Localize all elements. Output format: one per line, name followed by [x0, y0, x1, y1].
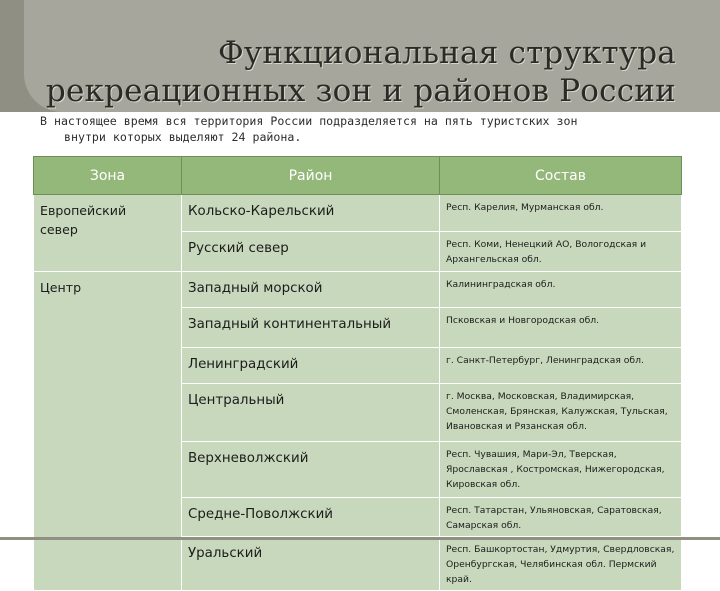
- composition-cell: Респ. Татарстан, Ульяновская, Саратовская, Самарская обл.: [440, 498, 682, 537]
- zone-cell: [34, 195, 182, 272]
- title-line-2: рекреационных зон и районов России: [45, 73, 676, 109]
- composition-cell: Псковская и Новгородская обл.: [440, 308, 682, 348]
- table-header-row: [34, 157, 682, 195]
- zone-cell: [34, 272, 182, 591]
- table-row: [34, 272, 682, 308]
- table-row: [34, 195, 682, 232]
- composition-cell: Респ. Коми, Ненецкий АО, Вологодская и Архангельская обл.: [440, 232, 682, 272]
- intro-line-2: внутри которых выделяют 24 района.: [64, 130, 302, 144]
- zone-label: север: [40, 222, 78, 237]
- composition-cell: Респ. Башкортостан, Удмуртия, Свердловская, Оренбургская, Челябинская обл. Пермский край.: [440, 537, 682, 591]
- slide-title: [46, 34, 676, 110]
- intro-line-1: В настоящее время вся территория России подразделяется на пять туристских зон: [40, 114, 578, 128]
- district-cell: Русский север: [182, 232, 440, 272]
- composition-cell: Калининградская обл.: [440, 272, 682, 308]
- district-cell: Центральный: [182, 384, 440, 442]
- header-district: Район: [182, 157, 440, 195]
- district-cell: Уральский: [182, 537, 440, 591]
- district-cell: Ленинградский: [182, 348, 440, 384]
- district-cell: Западный континентальный: [182, 308, 440, 348]
- header-composition: Состав: [440, 157, 682, 195]
- zones-table: [33, 156, 682, 591]
- district-cell: Кольско-Карельский: [182, 195, 440, 232]
- district-cell: Западный морской: [182, 272, 440, 308]
- district-cell: Средне-Поволжский: [182, 498, 440, 537]
- composition-cell: г. Москва, Московская, Владимирская, Смоленская, Брянская, Калужская, Тульская, Ивановская и Рязанская обл.: [440, 384, 682, 442]
- header-zone: Зона: [34, 157, 182, 195]
- district-cell: Верхневолжский: [182, 442, 440, 498]
- title-line-1: Функциональная структура: [217, 35, 676, 71]
- composition-cell: Респ. Карелия, Мурманская обл.: [440, 195, 682, 232]
- composition-cell: Респ. Чувашия, Мари-Эл, Тверская, Ярославская , Костромская, Нижегородская, Кировская обл.: [440, 442, 682, 498]
- zone-label: Центр: [40, 280, 82, 295]
- zone-label: Европейский: [40, 203, 127, 218]
- composition-cell: г. Санкт-Петербург, Ленинградская обл.: [440, 348, 682, 384]
- intro-text: [40, 113, 700, 145]
